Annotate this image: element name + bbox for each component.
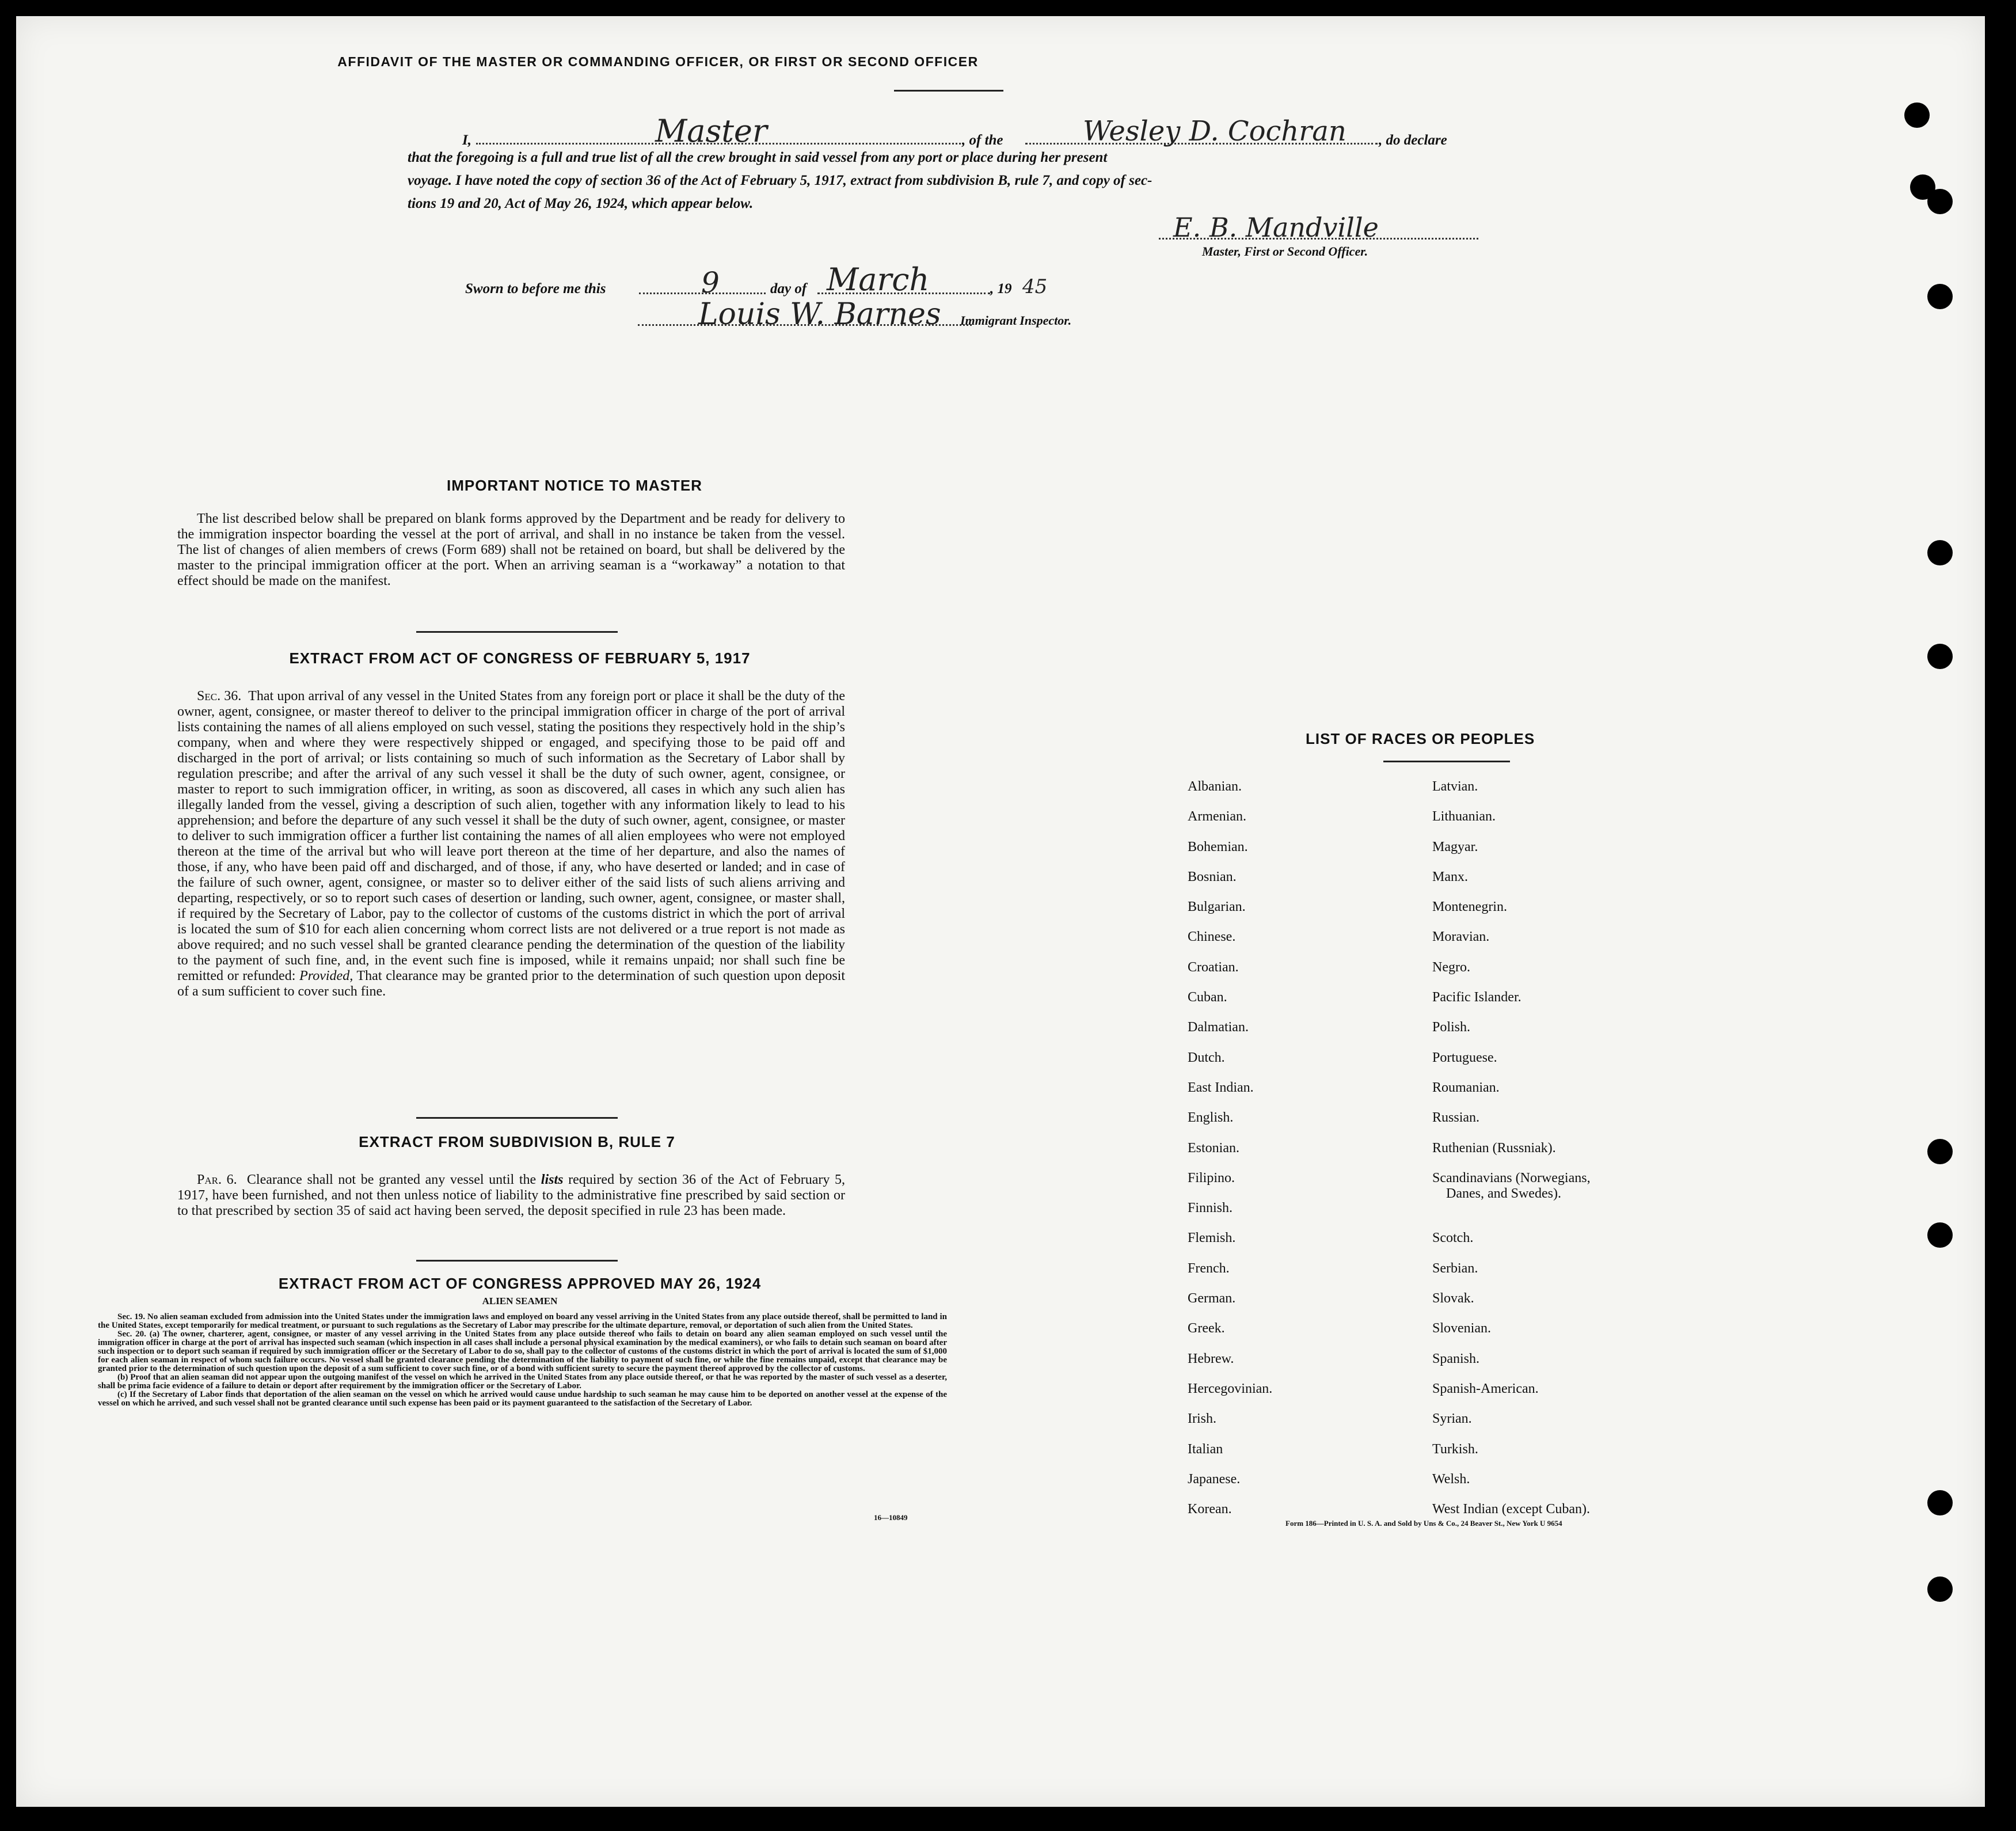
race-item: Slovenian. <box>1432 1321 1491 1336</box>
race-item: Cuban. <box>1188 990 1227 1005</box>
notice-heading: IMPORTANT NOTICE TO MASTER <box>447 477 702 494</box>
race-item: Scotch. <box>1432 1230 1474 1246</box>
race-item: Bohemian. <box>1188 839 1248 854</box>
extract-1924-heading: EXTRACT FROM ACT OF CONGRESS APPROVED MAY 26, 1924 <box>278 1275 762 1292</box>
officer-caption: Master, First or Second Officer. <box>1202 244 1368 259</box>
form-footer: Form 186—Printed in U. S. A. and Sold by Uns & Co., 24 Beaver St., New York U 9654 <box>1285 1519 1562 1528</box>
extract-1917-heading: EXTRACT FROM ACT OF CONGRESS OF FEBRUARY 5, 1917 <box>289 649 751 667</box>
sec-20a-body: (a) The owner, charterer, agent, consignee, or master of any vessel arriving in the United States from any place outside thereof who fails to detain on board any alien seaman employed on such vessel until the immigration officer in charge at the port of arrival has inspected such seaman (which inspection in all cases shall include a personal physical examination by the medical examiners), or who fails to detain such seaman on board after such inspection or to deport such seaman if required by such immigration officer or the Secretary of Labor to do so, shall pay to the collector of customs of the customs district in which the port of arrival is located the sum of $1,000 for each alien seaman in respect of whom such failure occurs. No vessel shall be granted clearance pending the determination of the liability to payment of such fine, or while the fine remains unpaid, except that clearance may be granted prior to the determination of such question upon the deposit of a sum sufficient to cover such fine, or of a bond with sufficient surety to secure the payment thereof approved by the collector of customs. <box>98 1329 948 1373</box>
binder-hole <box>1904 102 1930 128</box>
race-item: Filipino. <box>1188 1170 1235 1186</box>
race-item: Finnish. <box>1188 1201 1233 1216</box>
rule7-heading: EXTRACT FROM SUBDIVISION B, RULE 7 <box>359 1133 675 1150</box>
notice-text <box>177 511 845 589</box>
race-item: Manx. <box>1432 869 1468 884</box>
binder-hole <box>1927 1577 1953 1602</box>
race-item: Armenian. <box>1188 809 1246 825</box>
handwritten-month: March <box>827 261 930 298</box>
sworn-label: Sworn to before me this <box>465 281 606 297</box>
affidavit-line-3: voyage. I have noted the copy of section 36 of the Act of February 5, 1917, extract from subdivision B, rule 7, and copy of sec- <box>408 173 1152 188</box>
extract-1924-text <box>98 1313 947 1408</box>
divider <box>894 90 1003 92</box>
provided-word: Provided, <box>299 968 353 983</box>
notice-paragraph: The list described below shall be prepared on blank forms approved by the Department and be ready for delivery to the immigration inspector boarding the vessel at the port of arrival, and shall in no instance be taken from the vessel. The list of changes of alien members of crews (Form 689) shall not be retained on board, but shall be delivered by the master to the principal immigration officer at the port. When an arriving seaman is a “workaway” a notation to that effect should be made on the manifest. <box>177 511 845 588</box>
sec-20b-body: (b) Proof that an alien seaman did not appear upon the outgoing manifest of the vessel on which he arrived in the United States from any place outside thereof, or that he was reported by the master of such vessel as a deserter, shall be prima facie evidence of a failure to detain or deport after requirement by the immigration officer or the Secretary of Labor. <box>98 1373 947 1391</box>
race-item: Pacific Islander. <box>1432 990 1521 1005</box>
race-item: Italian <box>1188 1441 1223 1457</box>
race-item <box>1432 1171 1591 1231</box>
affidavit-line-1 <box>462 113 1527 154</box>
race-item: German. <box>1188 1291 1236 1306</box>
print-code: 16—10849 <box>874 1513 908 1522</box>
race-item: Greek. <box>1188 1321 1225 1336</box>
race-item: Dutch. <box>1188 1050 1225 1065</box>
par-6-body-a: Clearance shall not be granted any vessel until the <box>246 1172 537 1187</box>
handwritten-rank: Master <box>655 113 767 149</box>
race-item: Spanish-American. <box>1432 1381 1539 1396</box>
race-item: Montenegrin. <box>1432 899 1507 915</box>
sec-36-label: Sec. 36. <box>197 689 242 704</box>
race-item: Flemish. <box>1188 1230 1236 1246</box>
divider <box>416 1260 618 1262</box>
sec-20c-body: (c) If the Secretary of Labor finds that deportation of the alien seaman on the vessel on which he arrived would cause undue hardship to such seaman he may cause him to be deported on another vessel at the expense of the vessel on which he arrived, and such vessel shall not be granted clearance until such expense has been paid or its payment guaranteed to the satisfaction of the Secretary of Labor. <box>98 1390 947 1408</box>
race-item: Lithuanian. <box>1432 809 1496 825</box>
affidavit-line-4: tions 19 and 20, Act of May 26, 1924, which appear below. <box>408 196 754 211</box>
affidavit-line-2: that the foregoing is a full and true list of all the crew brought in said vessel from any port or place during her present <box>408 150 1108 165</box>
races-right-column <box>1432 779 1591 1532</box>
race-item: Bosnian. <box>1188 869 1237 884</box>
handwritten-vessel-name: Wesley D. Cochran <box>1083 115 1346 147</box>
inspector-signature: Louis W. Barnes <box>698 297 941 332</box>
race-item: Irish. <box>1188 1411 1216 1427</box>
race-item: Ruthenian (Russniak). <box>1432 1140 1556 1156</box>
sec-20-label: Sec. 20. <box>117 1329 146 1339</box>
divider <box>1383 761 1510 762</box>
race-item: Chinese. <box>1188 929 1236 945</box>
race-item: Turkish. <box>1432 1441 1478 1457</box>
binder-hole <box>1927 284 1953 309</box>
binder-hole <box>1927 644 1953 669</box>
handwritten-year: 45 <box>1022 275 1048 298</box>
rule7-text <box>177 1172 845 1219</box>
alien-seamen-subheading: ALIEN SEAMEN <box>482 1296 558 1306</box>
race-item: Moravian. <box>1432 929 1490 945</box>
race-item: Serbian. <box>1432 1260 1478 1276</box>
document-page <box>16 16 1985 1807</box>
do-declare-label: , do declare <box>1379 132 1447 148</box>
binder-hole <box>1927 540 1953 565</box>
binder-hole <box>1927 1490 1953 1515</box>
race-item: French. <box>1188 1260 1230 1276</box>
race-item: Hercegovinian. <box>1188 1381 1273 1396</box>
races-left-column <box>1188 779 1272 1532</box>
race-item: Polish. <box>1432 1020 1471 1035</box>
race-item: Japanese. <box>1188 1471 1241 1487</box>
par-6-body-b: required by section 36 of the Act of February 5, 1917, have been furnished, and not then unless notice of liability to the administrative fine prescribed by said section or to that prescribed by section 35 of said act having been served, the deposit specified in rule 23 has been made. <box>177 1172 846 1218</box>
race-item: Estonian. <box>1188 1140 1239 1156</box>
race-item: Spanish. <box>1432 1351 1480 1366</box>
race-item: Roumanian. <box>1432 1080 1500 1095</box>
binder-hole <box>1927 1222 1953 1248</box>
race-item: Dalmatian. <box>1188 1020 1249 1035</box>
sec-36-body: That upon arrival of any vessel in the United States from any foreign port or place it shall be the duty of the owner, agent, consignee, or master thereof to deliver to the principal immigration officer in charge of the port of arrival lists containing the names of all aliens employed on such vessel, stating the positions they respectively hold in the ship’s company, when and where they were respectively shipped or engaged, and specifying those to be paid off and discharged in the port of arrival; or lists containing so much of such information as the Secretary of Labor shall by regulation prescribe; and after the arrival of any such vessel it shall be the duty of such owner, agent, consignee, or master to report to such immigration officer, in writing, as soon as discovered, all cases in which any such alien has illegally landed from the vessel, giving a description of such alien, together with any information likely to lead to his apprehension; and before the departure of any such vessel it shall be the duty of such owner, agent, consignee, or master to deliver to such immigration officer a further list containing the names of all alien employees who were not employed thereon at the time of the arrival but who will leave port thereon at the time of her departure, and also the names of those, if any, who have been paid off and discharged, and of those, if any, who have deserted or landed; and in case of the failure of such owner, agent, consignee, or master so to deliver either of the said lists of such aliens arriving and departing, respectively, or so to report such cases of desertion or landing, such owner, agent, consignee, or master shall, if required by the Secretary of Labor, pay to the collector of customs of the customs district in which the port of arrival is located the sum of $10 for each alien concerning whom correct lists are not delivered or a true report is not made as above required; and no such vessel shall be granted clearance pending the determination of the question of the liability to the payment of such fine, and, in the event such fine is imposed, while it remains unpaid; nor shall such fine be remitted or refunded: <box>177 689 845 983</box>
of-the-label: , of the <box>962 132 1003 148</box>
extract-1917-text <box>177 689 845 1000</box>
year-prefix: , 19 <box>990 281 1012 297</box>
race-item: Slovak. <box>1432 1291 1474 1306</box>
race-item: Hebrew. <box>1188 1351 1234 1366</box>
race-item: Portuguese. <box>1432 1050 1497 1065</box>
race-item-line: Scandinavians (Norwegians, <box>1432 1170 1591 1186</box>
day-of-label: day of <box>770 281 807 297</box>
handwritten-day: 9 <box>701 266 720 299</box>
race-item: West Indian (except Cuban). <box>1432 1502 1590 1517</box>
divider <box>416 631 618 633</box>
sec-19-label: Sec. 19. <box>117 1312 146 1321</box>
sec-19-body: No alien seaman excluded from admission into the United States under the immigration laws and employed on board any vessel arriving in the United States from any place outside thereof, shall be permitted to land in the United States, except temporarily for medical treatment, or pursuant to such regulations as the Secretary of Labor may prescribe for the ultimate departure, removal, or deportation of such alien from the United States. <box>98 1312 947 1330</box>
race-item: Korean. <box>1188 1502 1232 1517</box>
lists-word: lists <box>541 1172 564 1187</box>
race-item-continuation: Danes, and Swedes). <box>1446 1186 1561 1201</box>
race-item: Welsh. <box>1432 1471 1470 1487</box>
race-item: East Indian. <box>1188 1080 1254 1095</box>
race-item: Magyar. <box>1432 839 1478 854</box>
inspector-caption: Immigrant Inspector. <box>960 313 1072 328</box>
race-item: Negro. <box>1432 959 1470 975</box>
race-item: Albanian. <box>1188 779 1242 794</box>
race-item: Syrian. <box>1432 1411 1472 1427</box>
par-6-label: Par. 6. <box>197 1172 237 1187</box>
race-item: English. <box>1188 1110 1234 1126</box>
officer-signature: E. B. Mandville <box>1173 212 1379 243</box>
race-item: Latvian. <box>1432 779 1478 794</box>
race-item: Croatian. <box>1188 959 1239 975</box>
i-label: I, <box>462 132 471 148</box>
races-heading: LIST OF RACES OR PEOPLES <box>1306 730 1535 747</box>
binder-hole <box>1927 189 1953 214</box>
race-item: Bulgarian. <box>1188 899 1246 915</box>
affidavit-heading: AFFIDAVIT OF THE MASTER OR COMMANDING OFFICER, OR FIRST OR SECOND OFFICER <box>337 54 979 69</box>
sec-36-end: That clearance may be granted prior to the determination of such question upon deposit of a sum sufficient to cover such fine. <box>177 968 846 999</box>
divider <box>416 1117 618 1119</box>
binder-hole <box>1927 1139 1953 1164</box>
race-item: Russian. <box>1432 1110 1480 1126</box>
